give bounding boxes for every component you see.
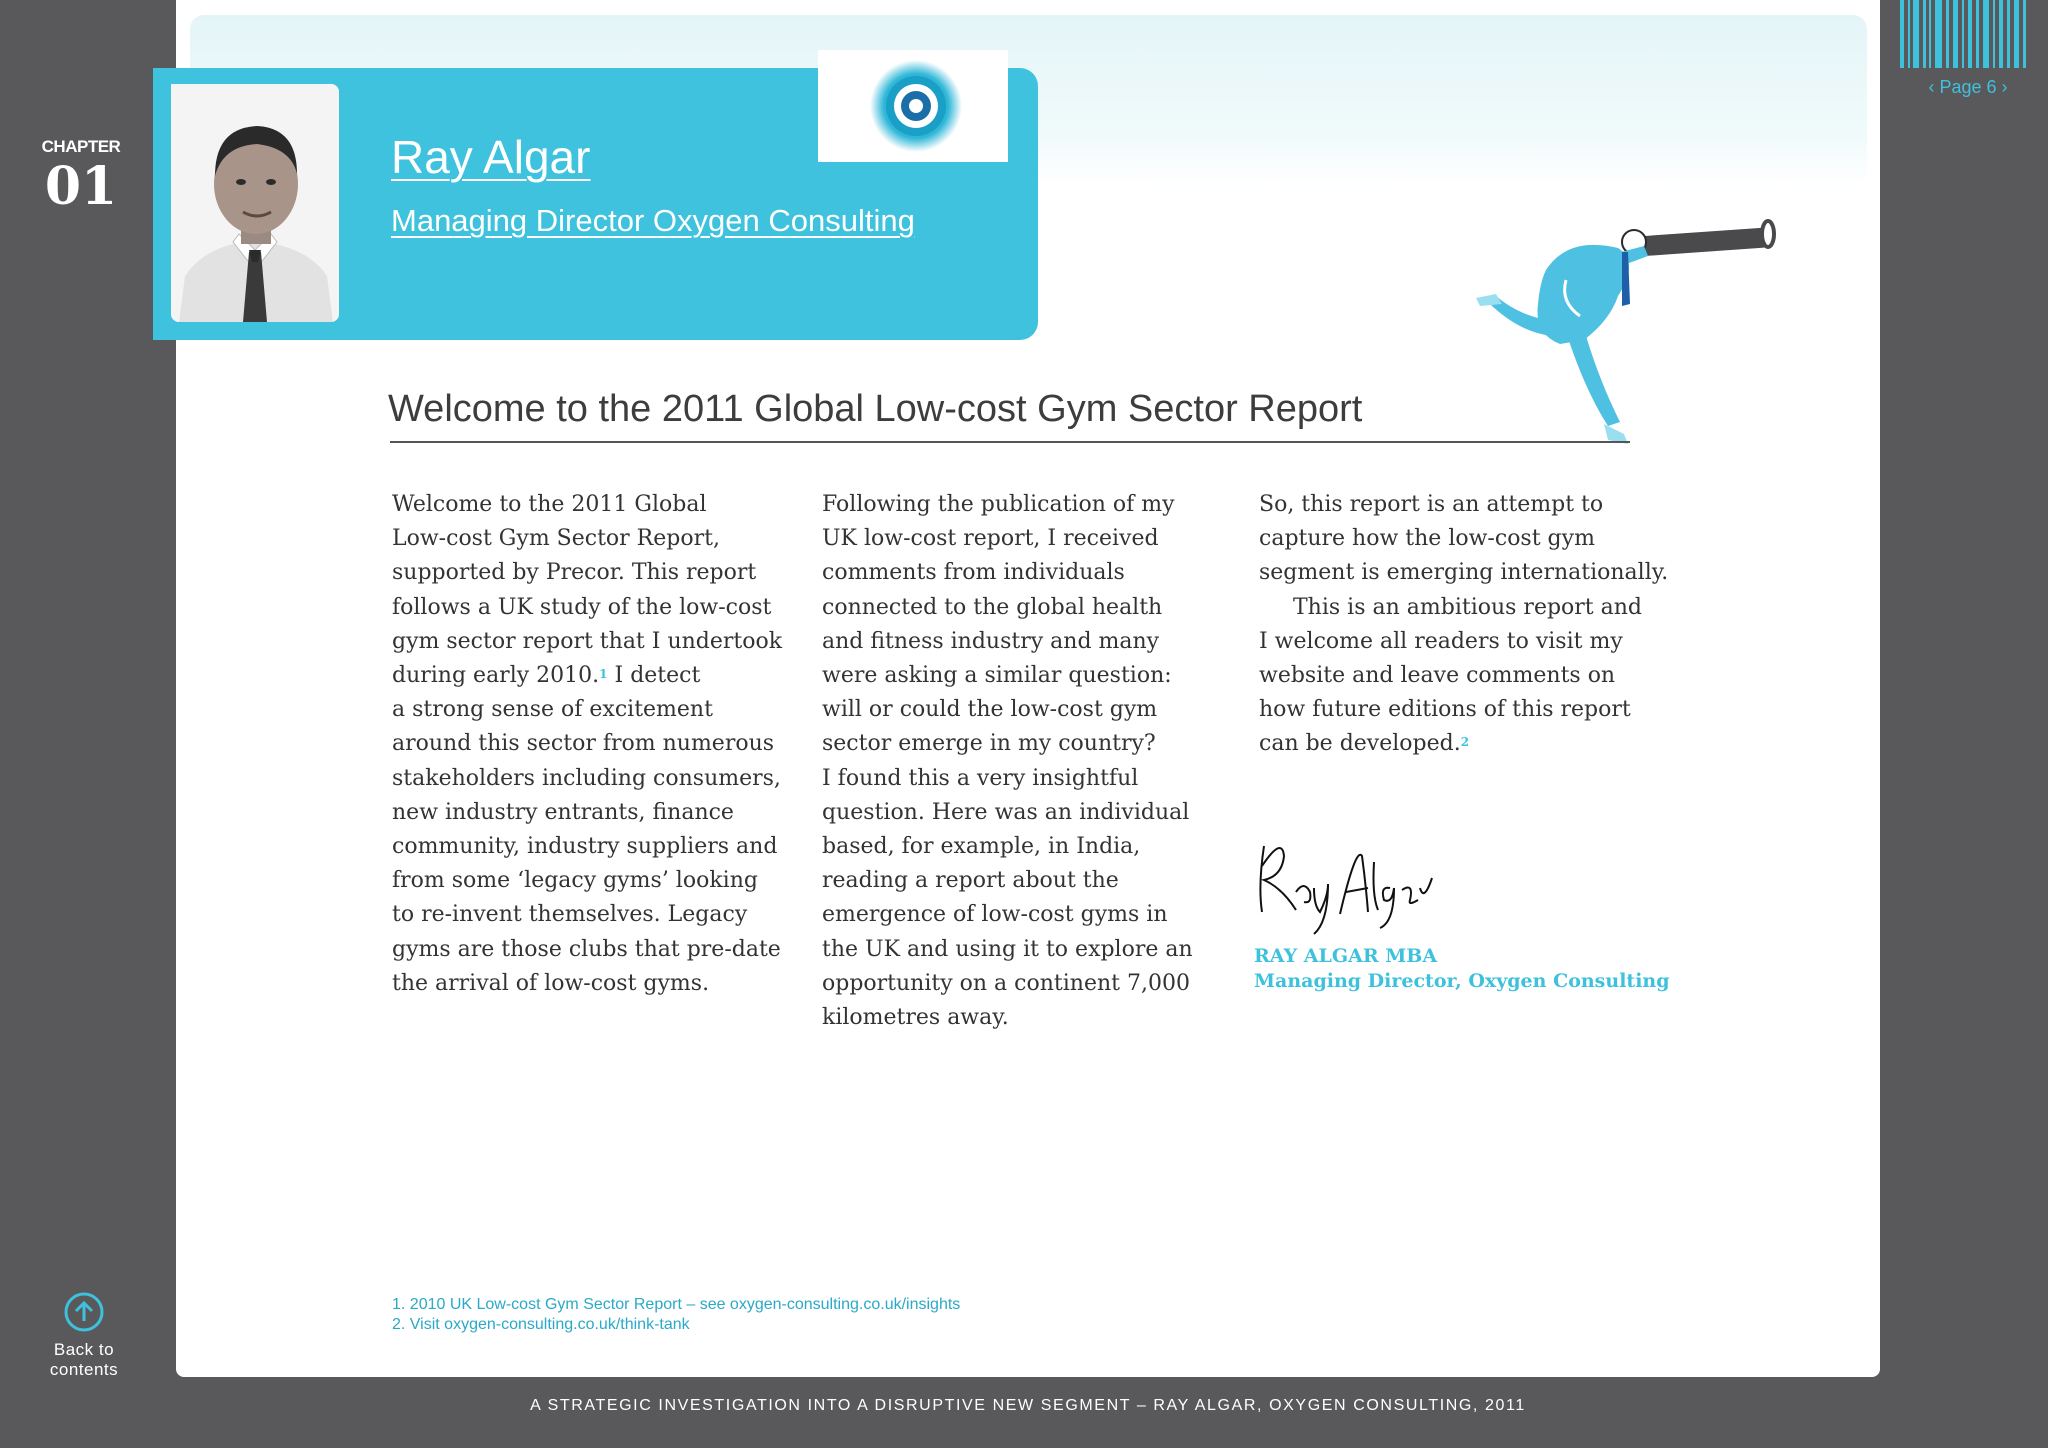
text-line: I found this a very insightful: [822, 765, 1139, 791]
signatory-name: RAY ALGAR MBA: [1254, 945, 1438, 967]
text-line: to re-invent themselves. Legacy: [392, 902, 748, 928]
text-line: from some ‘legacy gyms’ looking: [392, 868, 758, 894]
text-line: supported by Precor. This report: [392, 560, 757, 586]
text-line: Following the publication of my: [822, 492, 1175, 517]
text-line: So, this report is an attempt to: [1259, 492, 1604, 517]
text-line: website and leave comments on: [1259, 663, 1616, 689]
text-line: the arrival of low-cost gyms.: [392, 970, 710, 996]
text-line: and fitness industry and many: [822, 628, 1160, 654]
oxygen-logo-tab: [818, 50, 1008, 162]
signatory-block: [1254, 944, 1670, 994]
next-page-button[interactable]: ›: [2001, 77, 2008, 97]
footnote-ref-2[interactable]: 2: [1460, 735, 1470, 750]
text-line: connected to the global health: [822, 594, 1163, 620]
text-line: follows a UK study of the low-cost: [392, 594, 772, 620]
text-line: new industry entrants, finance: [392, 799, 734, 825]
footnote-2[interactable]: 2. Visit oxygen-consulting.co.uk/think-tank: [392, 1316, 690, 1333]
text-line: emergence of low-cost gyms in: [822, 902, 1168, 928]
footnote-1[interactable]: 1. 2010 UK Low-cost Gym Sector Report – see oxygen-consulting.co.uk/insights: [392, 1296, 961, 1313]
page-indicator: Page 6: [1939, 77, 1997, 97]
back-to-contents-button[interactable]: [34, 1290, 134, 1380]
text-line: comments from individuals: [822, 560, 1125, 586]
text-line: community, industry suppliers and: [392, 834, 778, 860]
text-line: kilometres away.: [822, 1005, 1009, 1031]
text-line: gyms are those clubs that pre-date: [392, 936, 781, 962]
text-line: Low-cost Gym Sector Report,: [392, 526, 720, 552]
author-role[interactable]: Managing Director Oxygen Consulting: [391, 203, 915, 238]
text-line: [1259, 727, 1689, 761]
text-line: [392, 659, 792, 693]
text-run: I detect: [607, 663, 701, 689]
back-label-line-2: contents: [49, 1360, 119, 1379]
article-column-2: [822, 488, 1202, 1035]
chapter-number: 01: [44, 156, 118, 217]
text-line: opportunity on a continent 7,000: [822, 970, 1190, 996]
text-line: around this sector from numerous: [392, 731, 775, 757]
heading-divider: [390, 441, 1630, 443]
text-line: question. Here was an individual: [822, 799, 1190, 825]
chapter-marker: [0, 137, 162, 217]
text-line: stakeholders including consumers,: [392, 765, 781, 791]
oxygen-target-logo: [818, 50, 1008, 162]
text-line: based, for example, in India,: [822, 834, 1141, 860]
back-label-line-1: Back to: [53, 1340, 115, 1359]
text-line: Welcome to the 2011 Global: [392, 492, 707, 517]
text-line: the UK and using it to explore an: [822, 936, 1193, 962]
article-column-1: [392, 488, 792, 1001]
text-line: capture how the low-cost gym: [1259, 526, 1595, 552]
text-line: gym sector report that I undertook: [392, 628, 783, 654]
text-line: reading a report about the: [822, 868, 1119, 894]
author-photo: [171, 84, 339, 322]
barcode-decoration: [1898, 0, 2028, 68]
article-column-3: [1259, 488, 1689, 762]
footnotes: [392, 1295, 960, 1335]
portrait-image: [171, 84, 339, 322]
text-line: how future editions of this report: [1259, 697, 1631, 723]
text-line: were asking a similar question:: [822, 663, 1172, 689]
page-navigation: [1908, 77, 2028, 98]
up-arrow-circle-icon[interactable]: [62, 1290, 106, 1334]
text-line: [1259, 591, 1689, 625]
text-run: during early 2010.: [392, 663, 600, 689]
prev-page-button[interactable]: ‹: [1928, 77, 1935, 97]
text-line: segment is emerging internationally.: [1259, 560, 1669, 586]
page-footer: A STRATEGIC INVESTIGATION INTO A DISRUPTIVE NEW SEGMENT – RAY ALGAR, OXYGEN CONSULTING, 2011: [530, 1397, 1526, 1414]
author-name[interactable]: Ray Algar: [391, 131, 591, 183]
footnote-ref-1[interactable]: 1: [599, 667, 608, 682]
article-heading: Welcome to the 2011 Global Low-cost Gym Sector Report: [388, 388, 1363, 430]
signatory-title: Managing Director, Oxygen Consulting: [1254, 970, 1670, 992]
text-line: I welcome all readers to visit my: [1259, 628, 1623, 654]
text-line: a strong sense of excitement: [392, 697, 713, 723]
text-run: This is an ambitious report and: [1293, 594, 1643, 620]
handwritten-signature: [1252, 826, 1442, 936]
text-line: will or could the low-cost gym: [822, 697, 1158, 723]
text-run: can be developed.: [1259, 731, 1461, 757]
text-line: sector emerge in my country?: [822, 731, 1156, 757]
chapter-label: CHAPTER: [41, 137, 121, 156]
text-line: UK low-cost report, I received: [822, 526, 1159, 552]
